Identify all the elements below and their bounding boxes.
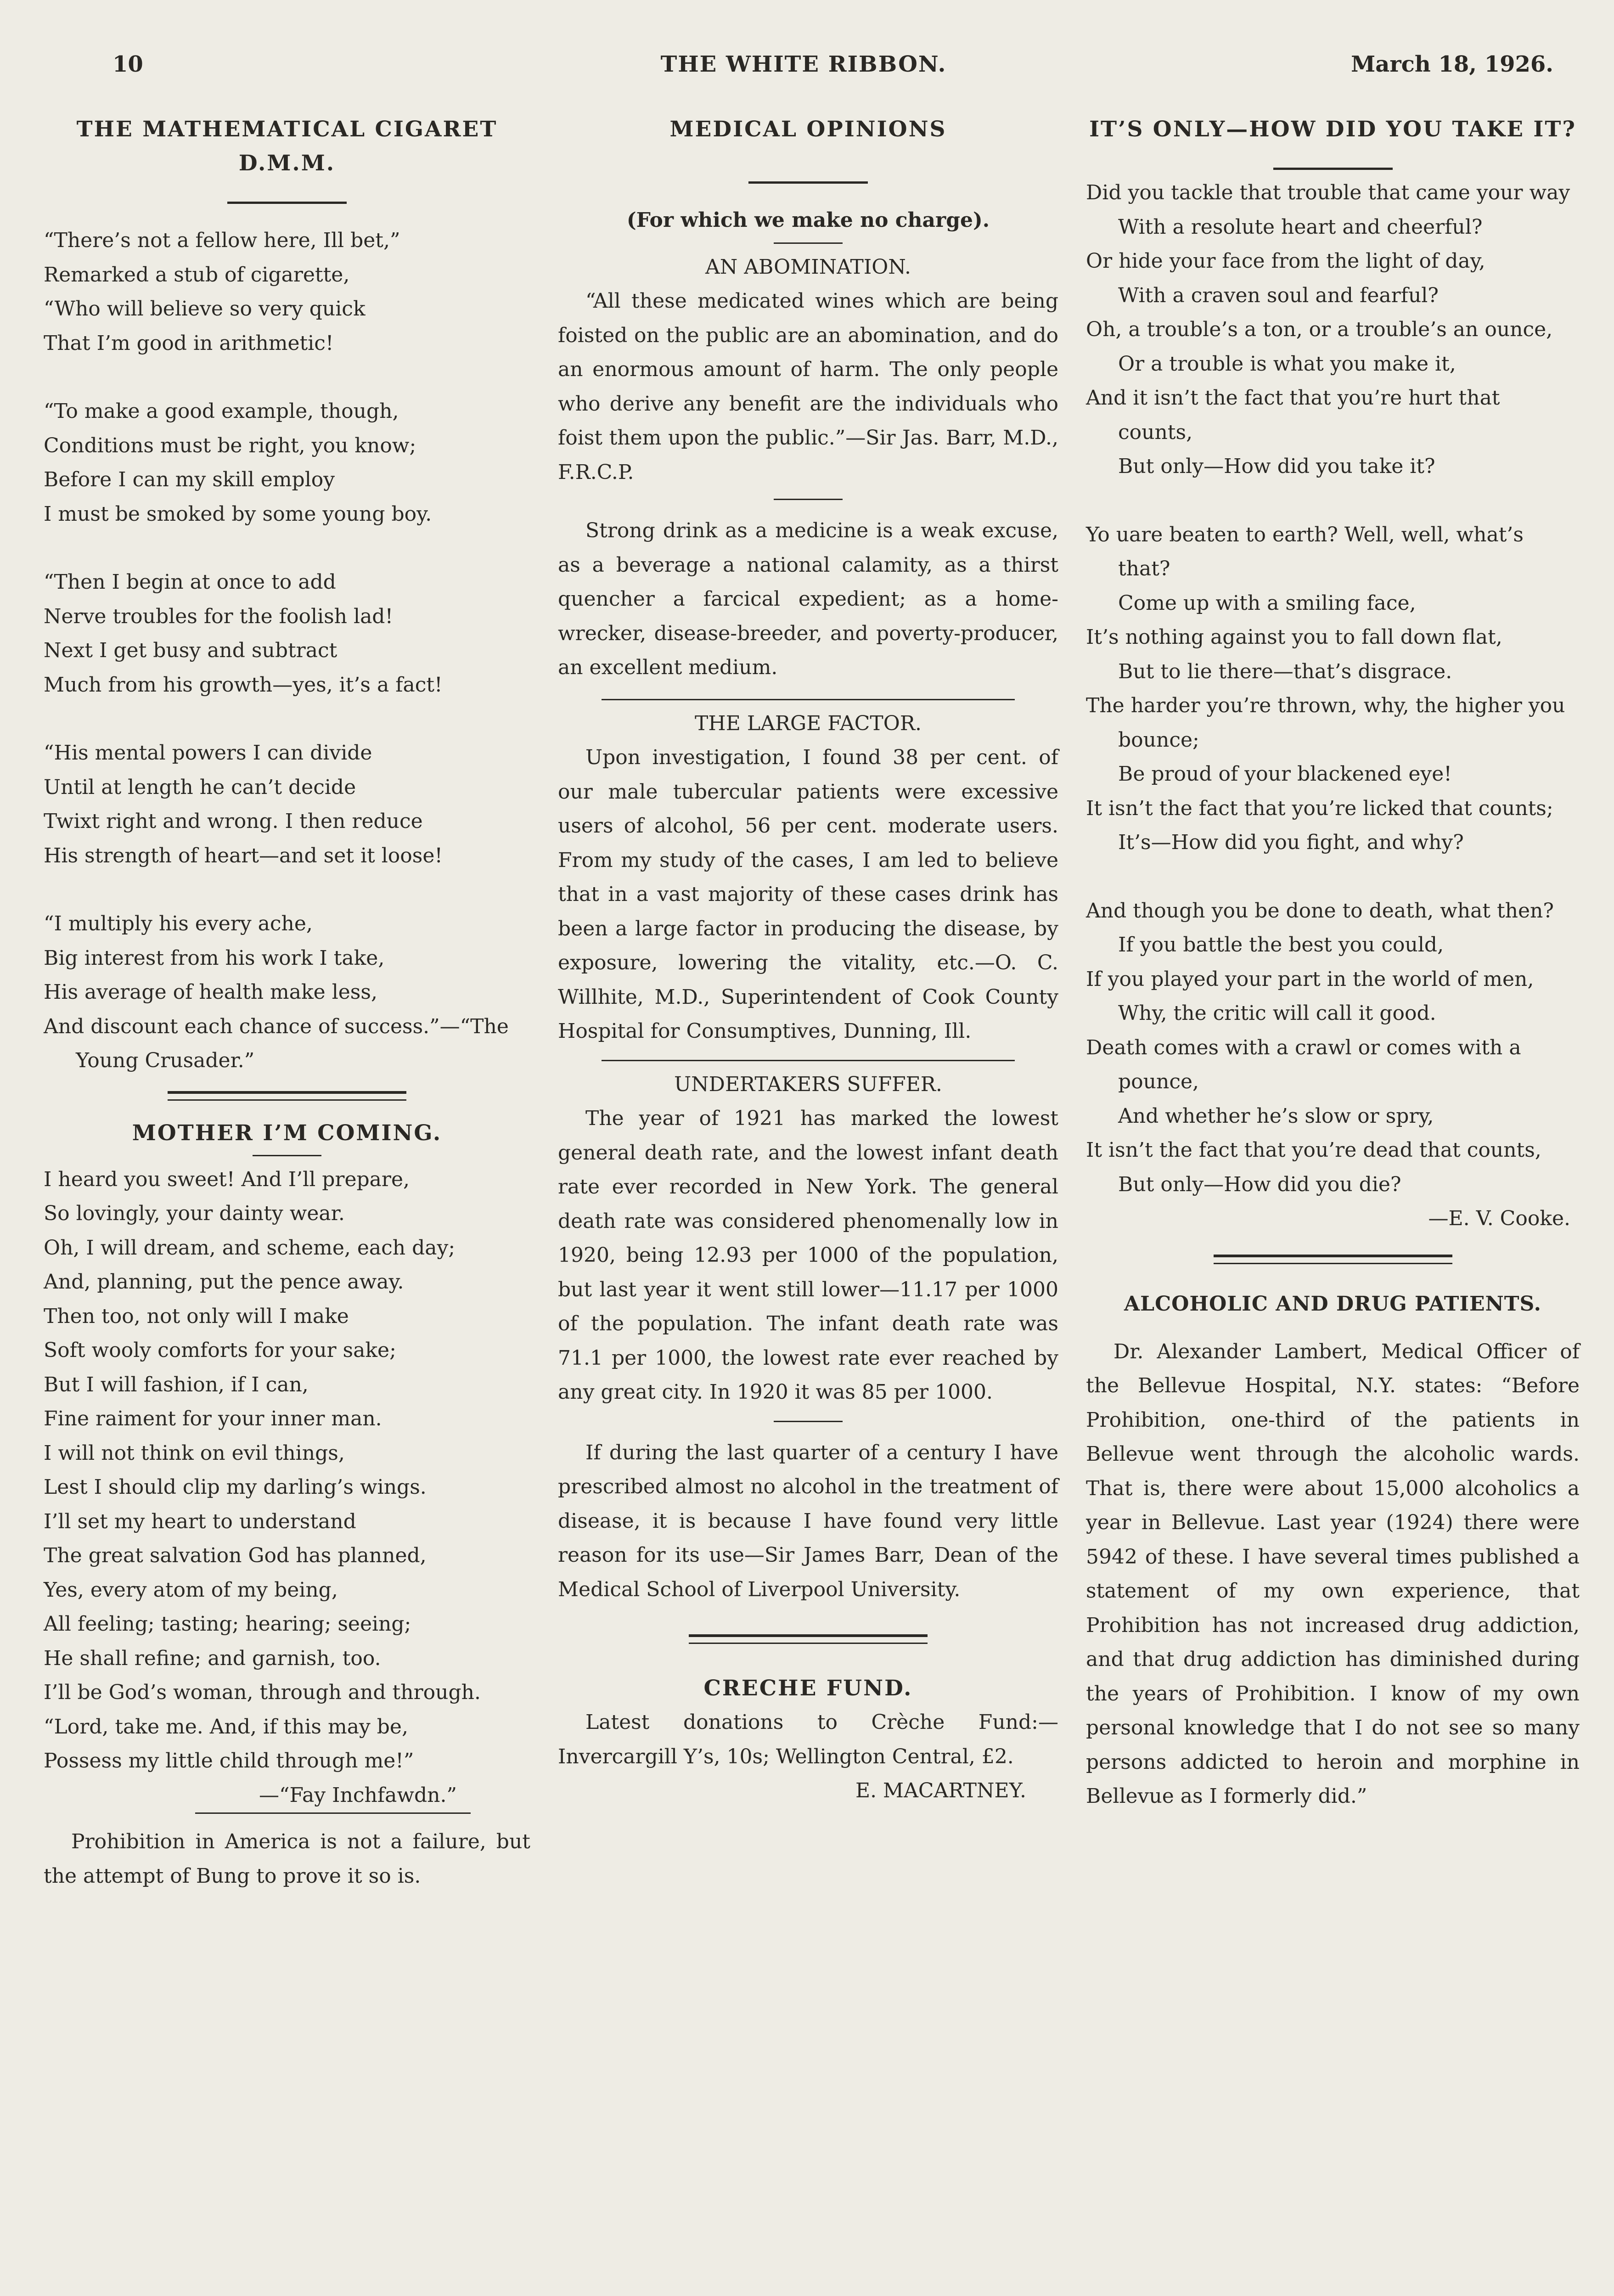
poem-line: But only—How did you take it? [1118, 455, 1435, 478]
poem-line: His strength of heart—and set it loose! [44, 844, 443, 867]
stanza [44, 565, 530, 702]
poem-line: Fine raiment for your inner man. [44, 1407, 382, 1430]
poem-line: It isn’t the fact that you’re dead that counts, [1086, 1138, 1541, 1162]
stanza [1086, 518, 1580, 860]
poem-line: Yes, every atom of my being, [44, 1578, 338, 1602]
poem-line: Come up with a smiling face, [1118, 591, 1416, 615]
poem-line: With a resolute heart and cheerful? [1118, 215, 1483, 239]
poem-line: Oh, I will dream, and scheme, each day; [44, 1236, 456, 1260]
poem-line: But I will fashion, if I can, [44, 1373, 309, 1396]
section-rule [689, 1634, 928, 1644]
section-subtitle: (For which we make no charge). [626, 208, 990, 232]
poem-line: It isn’t the fact that you’re licked that counts; [1086, 796, 1553, 820]
paragraph: If during the last quarter of a century I have prescribed almost no alcohol in the treatment of disease, it is because I have found very little reason for its use—Sir James Barr, Dean of the Medical School of Liverpool University. [558, 1441, 1058, 1601]
poem-how-did-you-take-it [1086, 176, 1580, 1202]
poem-line: Why, the critic will call it good. [1118, 1002, 1436, 1025]
paragraph: “All these medicated wines which are being foisted on the public are an abomination, and do an enormous amount of harm. The only people who derive any benefit are the individuals who foist them upon the public.”—Sir Jas. Barr, M.D., F.R.C.P. [558, 289, 1058, 484]
poem-title-mathematical-cigaret: THE MATHEMATICAL CIGARET [76, 117, 498, 142]
poem-line: And though you be done to death, what then? [1086, 899, 1554, 923]
poem-line: But to lie there—that’s disgrace. [1118, 659, 1452, 683]
poem-line: Oh, a trouble’s a ton, or a trouble’s an ounce, [1086, 318, 1553, 341]
subhead-undertakers-suffer: UNDERTAKERS SUFFER. [674, 1072, 942, 1096]
poem-line: Death comes with a crawl or comes with a pounce, [1086, 1035, 1521, 1093]
section-rule [1214, 1255, 1452, 1264]
poem-line: Or a trouble is what you make it, [1118, 352, 1456, 376]
poem-line: I heard you sweet! And I’ll prepare, [44, 1167, 410, 1191]
poem-attribution: —E. V. Cooke. [1428, 1207, 1570, 1230]
poem-line: “Who will believe so very quick [44, 297, 366, 321]
poem-line: Before I can my skill employ [44, 468, 335, 491]
poem-line: “Lord, take me. And, if this may be, [44, 1715, 408, 1739]
page-number: 10 [112, 51, 143, 77]
poem-author: D.M.M. [238, 151, 336, 176]
poem-mother-im-coming [44, 1163, 530, 1778]
poem-line: “There’s not a fellow here, Ill bet,” [44, 229, 400, 252]
poem-line: It’s—How did you fight, and why? [1118, 831, 1464, 854]
stanza [44, 224, 530, 360]
poem-line: So lovingly, your dainty wear. [44, 1202, 345, 1225]
poem-line: His average of health make less, [44, 980, 377, 1004]
section-rule [168, 1091, 406, 1101]
poem-line: Soft wooly comforts for your sake; [44, 1339, 396, 1362]
column-left [44, 113, 530, 1893]
stanza [1086, 894, 1580, 1202]
poem-line: “Then I begin at once to add [44, 570, 336, 594]
short-divider [195, 1812, 471, 1814]
poem-line: “To make a good example, though, [44, 400, 399, 423]
poem-line: “His mental powers I can divide [44, 741, 372, 765]
poem-line: I will not think on evil things, [44, 1441, 345, 1465]
stanza [44, 736, 530, 873]
ornament-divider [558, 160, 1058, 190]
section-divider [602, 1060, 1015, 1061]
short-divider [774, 499, 843, 500]
poem-line: Possess my little child through me!” [44, 1749, 414, 1773]
poem-line: Yo uare beaten to earth? Well, well, what’s that? [1086, 523, 1524, 580]
poem-line: And whether he’s slow or spry, [1118, 1104, 1434, 1128]
poem-line: The great salvation God has planned, [44, 1544, 427, 1567]
column-right [1086, 113, 1580, 1814]
poem-line: He shall refine; and garnish, too. [44, 1646, 381, 1670]
subhead-large-factor: THE LARGE FACTOR. [695, 711, 922, 735]
poem-line: Until at length he can’t decide [44, 775, 356, 799]
poem-line: The harder you’re thrown, why, the higher you bounce; [1086, 694, 1565, 752]
poem-line: If you played your part in the world of men, [1086, 967, 1534, 991]
poem-line: And discount each chance of success.”—“The Young Crusader.” [44, 1014, 509, 1072]
column-middle [558, 113, 1058, 1808]
signature: E. MACARTNEY. [855, 1779, 1026, 1802]
section-title-medical-opinions: MEDICAL OPINIONS [669, 117, 947, 142]
poem-line: Big interest from his work I take, [44, 946, 385, 970]
short-divider [774, 242, 843, 244]
poem-line: “I multiply his every ache, [44, 912, 313, 935]
poem-line: And it isn’t the fact that you’re hurt that counts, [1086, 386, 1500, 444]
poem-title-mother-im-coming: MOTHER I’M COMING. [132, 1120, 442, 1146]
stanza [44, 394, 530, 531]
poem-line: If you battle the best you could, [1118, 933, 1444, 957]
paragraph: Dr. Alexander Lambert, Medical Officer of the Bellevue Hospital, N.Y. states: “Before Prohibition, one-third of the patients in Bellevue went through the alcoholic wards. That is, there were about 15,000 alcoholics a year in Bellevue. Last year (1924) there were 5942 of these. I have several times published a statement of my own experience, that Prohibition has not increased drug addiction, and that drug addiction has diminished during the years of Prohibition. I know of my own personal knowledge that I do not see so many persons addicted to heroin and morphine in Bellevue as I formerly did.” [1086, 1339, 1580, 1808]
subhead-abomination: AN ABOMINATION. [705, 255, 911, 279]
paragraph: Latest donations to Crèche Fund:— Invercargill Y’s, 10s; Wellington Central, £2. [558, 1711, 1058, 1768]
stanza [44, 907, 530, 1078]
poem-line: Remarked a stub of cigarette, [44, 263, 350, 287]
poem-line: That I’m good in arithmetic! [44, 331, 334, 355]
short-divider [774, 1421, 843, 1422]
poem-line: I’ll set my heart to understand [44, 1509, 356, 1533]
poem-mathematical-cigaret [44, 224, 530, 1078]
article-title-alcoholic-drug-patients: ALCOHOLIC AND DRUG PATIENTS. [1124, 1292, 1541, 1316]
ornament-divider [44, 180, 530, 210]
poem-line: All feeling; tasting; hearing; seeing; [44, 1612, 411, 1636]
paragraph: Upon investigation, I found 38 per cent. of our male tubercular patients were excessive users of alcohol, 56 per cent. moderate users. From my study of the cases, I am led to believe that in a vast majority of these cases drink has been a large factor in producing the disease, by exposure, lowering the vitality, etc.—O. C. Willhite, M.D., Superintendent of Cook County Hospital for Consumptives, Dunning, Ill. [558, 746, 1058, 1043]
publication-title: THE WHITE RIBBON. [660, 51, 947, 77]
poem-line: Or hide your face from the light of day, [1086, 249, 1485, 273]
poem-line: With a craven soul and fearful? [1118, 283, 1439, 307]
poem-line: Much from his growth—yes, it’s a fact! [44, 673, 443, 697]
poem-line: Then too, not only will I make [44, 1304, 349, 1328]
poem-line: I’ll be God’s woman, through and through. [44, 1681, 481, 1704]
poem-line: Twixt right and wrong. I then reduce [44, 810, 423, 833]
paragraph: Strong drink as a medicine is a weak excuse, as a beverage a national calamity, as a thirst quencher a farcical expedient; as a home-wrecker, disease-breeder, and poverty-producer, an excellent medium. [558, 519, 1058, 679]
section-title-creche-fund: CRECHE FUND. [703, 1676, 913, 1701]
poem-line: Lest I should clip my darling’s wings. [44, 1475, 427, 1499]
poem-line: I must be smoked by some young boy. [44, 502, 432, 526]
paragraph: The year of 1921 has marked the lowest general death rate, and the lowest infant death rate ever recorded in New York. The general death rate was considered phenomenally low in 1920, being 12.93 per 1000 of the population, but last year it went still lower—11.17 per 1000 of the population. The infant death rate was 71.1 per 1000, the lowest rate ever reached by any great city. In 1920 it was 85 per 1000. [558, 1107, 1058, 1404]
poem-line: Did you tackle that trouble that came your way [1086, 181, 1570, 204]
short-divider [253, 1155, 321, 1156]
poem-line: But only—How did you die? [1118, 1172, 1401, 1196]
issue-date: March 18, 1926. [1351, 51, 1553, 77]
stanza [1086, 176, 1580, 484]
poem-line: Be proud of your blackened eye! [1118, 762, 1452, 786]
poem-line: Nerve troubles for the foolish lad! [44, 604, 394, 628]
closing-remark: Prohibition in America is not a failure, but the attempt of Bung to prove it so is. [44, 1830, 530, 1888]
poem-title-how-did-you-take-it: IT’S ONLY—HOW DID YOU TAKE IT? [1089, 117, 1576, 142]
poem-line: Conditions must be right, you know; [44, 433, 416, 457]
ornament-divider [1086, 146, 1580, 176]
poem-attribution: —“Fay Inchfawdn.” [259, 1783, 457, 1807]
poem-line: It’s nothing against you to fall down flat, [1086, 625, 1502, 649]
poem-line: And, planning, put the pence away. [44, 1270, 404, 1294]
section-divider [602, 699, 1015, 700]
poem-line: Next I get busy and subtract [44, 639, 337, 662]
